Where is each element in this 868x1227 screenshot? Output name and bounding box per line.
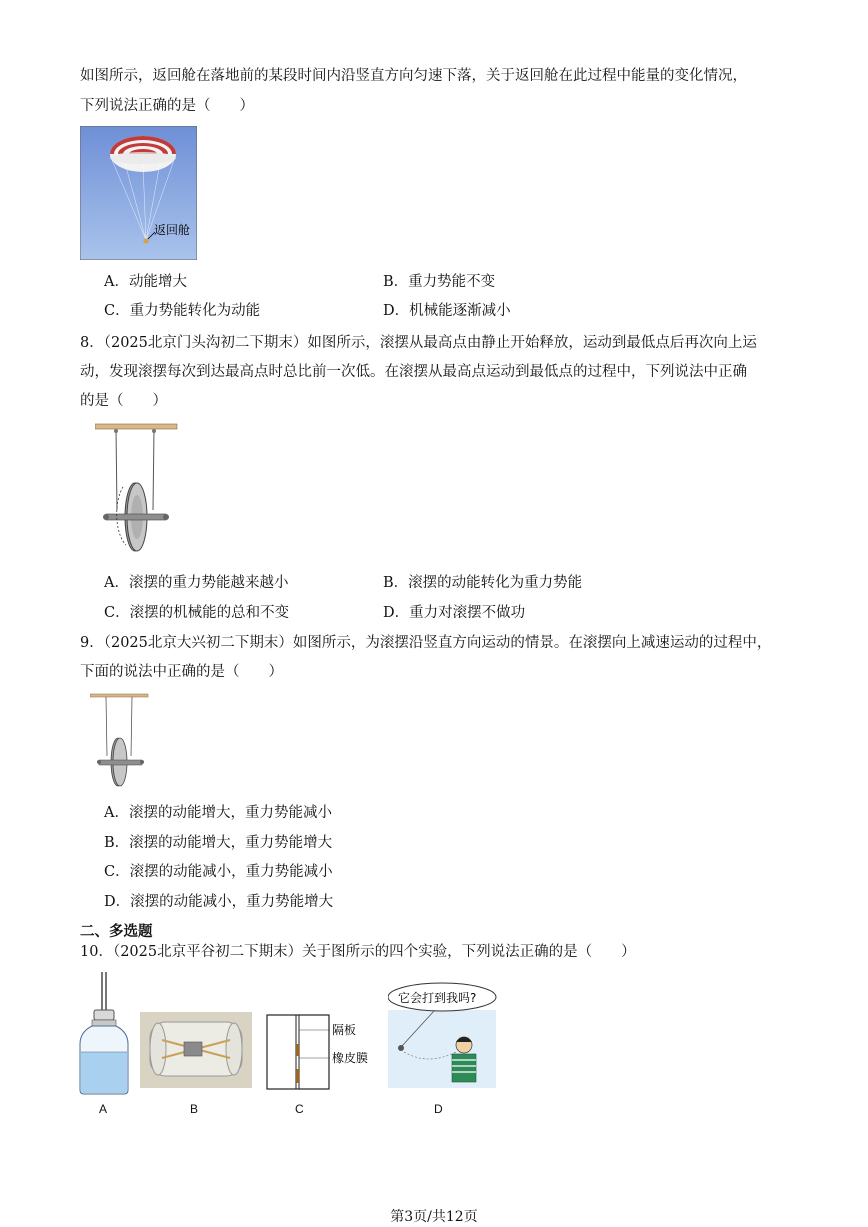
q8-option-d[interactable]: D．重力对滚摆不做功 bbox=[383, 605, 526, 621]
q8-maxwell-wheel-figure bbox=[95, 420, 179, 556]
q7-stem-line1: 如图所示，返回舱在落地前的某段时间内沿竖直方向匀速下落，关于返回舱在此过程中能量的变化情况， bbox=[80, 68, 747, 84]
q7-option-a[interactable]: A．动能增大 bbox=[104, 274, 187, 290]
section-title: 二、多选题 bbox=[80, 923, 153, 940]
label-rubber-membrane: 橡皮膜 bbox=[332, 1051, 369, 1065]
q7-option-d[interactable]: D．机械能逐渐减小 bbox=[383, 303, 511, 319]
label-partition: 隔板 bbox=[332, 1023, 357, 1037]
q10-figure-c-container bbox=[266, 1014, 382, 1090]
q10-figure-b-jar bbox=[140, 1012, 252, 1088]
q7-parachute-figure bbox=[80, 126, 197, 260]
q9-maxwell-wheel-figure bbox=[90, 690, 152, 794]
q7-option-b[interactable]: B．重力势能不变 bbox=[383, 274, 496, 290]
q10-caption-c: C bbox=[295, 1102, 304, 1116]
q9-option-c[interactable]: C．滚摆的动能减小，重力势能减小 bbox=[104, 864, 333, 880]
q10-figure-a-bottle bbox=[78, 972, 130, 1096]
page-footer: 第3页/共12页 bbox=[390, 1209, 478, 1225]
q8-option-b[interactable]: B．滚摆的动能转化为重力势能 bbox=[383, 575, 583, 591]
q8-stem-line3: 的是（ ） bbox=[80, 393, 167, 409]
q7-stem-line2: 下列说法正确的是（ ） bbox=[80, 98, 254, 114]
q7-option-c[interactable]: C．重力势能转化为动能 bbox=[104, 303, 261, 319]
speech-bubble-text: 它会打到我吗? bbox=[398, 991, 477, 1005]
q8-stem-line1: 8．（2025北京门头沟初二下期末）如图所示，滚摆从最高点由静止开始释放，运动到最低点后再次向上运 bbox=[80, 335, 757, 351]
q8-option-c[interactable]: C．滚摆的机械能的总和不变 bbox=[104, 605, 290, 621]
q9-option-d[interactable]: D．滚摆的动能减小，重力势能增大 bbox=[104, 894, 334, 910]
q10-figure-d-pendulum bbox=[388, 982, 498, 1090]
capsule bbox=[144, 239, 149, 244]
q9-stem-line1: 9．（2025北京大兴初二下期末）如图所示，为滚摆沿竖直方向运动的情景。在滚摆向上减速运动的过程中， bbox=[80, 635, 772, 651]
q10-stem: 10．（2025北京平谷初二下期末）关于图所示的四个实验，下列说法正确的是（ ） bbox=[80, 944, 636, 960]
q9-stem-line2: 下面的说法中正确的是（ ） bbox=[80, 664, 283, 680]
q8-option-a[interactable]: A．滚摆的重力势能越来越小 bbox=[104, 575, 289, 591]
q10-caption-a: A bbox=[99, 1102, 108, 1116]
q8-stem-line2: 动，发现滚摆每次到达最高点时总比前一次低。在滚摆从最高点运动到最低点的过程中，下列说法中正确 bbox=[80, 364, 747, 380]
q9-option-a[interactable]: A．滚摆的动能增大，重力势能减小 bbox=[104, 805, 332, 821]
q10-caption-b: B bbox=[190, 1102, 199, 1116]
capsule-label: 返回舱 bbox=[154, 223, 191, 237]
q10-caption-d: D bbox=[434, 1102, 443, 1116]
q9-option-b[interactable]: B．滚摆的动能增大，重力势能增大 bbox=[104, 835, 333, 851]
